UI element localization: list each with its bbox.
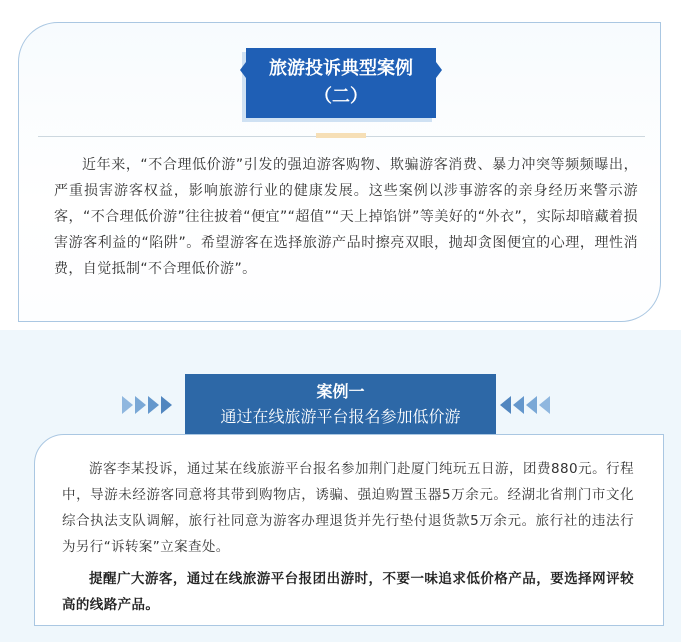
intro-paragraph: 近年来，“不合理低价游”引发的强迫游客购物、欺骗游客消费、暴力冲突等频频曝出，严重损害游客权益，影响旅游行业的健康发展。这些案例以涉事游客的亲身经历来警示游客，“不合理低价游”往往披着“便宜”“超值”“天上掉馅饼”等美好的“外衣”，实际却暗藏着损害游客利益的“陷阱”。希望游客在选择旅游产品时擦亮双眼，抛却贪图便宜的心理，理性消费，自觉抵制“不合理低价游”。 [54, 157, 638, 277]
arrow-right-icon [135, 396, 146, 414]
arrow-left-icon [539, 396, 550, 414]
case-paragraph: 游客李某投诉，通过某在线旅游平台报名参加荆门赴厦门纯玩五日游，团费880元。行程中，导游未经游客同意将其带到购物店，诱骗、强迫购置玉器5万余元。经湖北省荆门市文化综合执法支队调解，旅行社同意为游客办理退货并先行垫付退货款5万余元。旅行社的违法行为另行“诉转案”立案查处。 [62, 461, 634, 555]
right-arrows-decoration [500, 396, 550, 414]
arrow-right-icon [122, 396, 133, 414]
arrow-left-icon [500, 396, 511, 414]
case-subtitle: 通过在线旅游平台报名参加低价游 [220, 407, 461, 426]
arrow-right-icon [161, 396, 172, 414]
case-reminder: 提醒广大游客，通过在线旅游平台报团出游时，不要一味追求低价格产品，要选择网评较高的线路产品。 [62, 571, 634, 613]
title-line-1: 旅游投诉典型案例 [269, 58, 413, 79]
arrow-left-icon [513, 396, 524, 414]
left-arrows-decoration [122, 396, 172, 414]
case-label: 案例一 [316, 382, 365, 401]
divider-accent [316, 133, 366, 138]
arrow-right-icon [148, 396, 159, 414]
article-title [246, 48, 436, 118]
arrow-left-icon [526, 396, 537, 414]
title-line-2: （二） [314, 86, 368, 107]
case-heading [185, 374, 496, 434]
